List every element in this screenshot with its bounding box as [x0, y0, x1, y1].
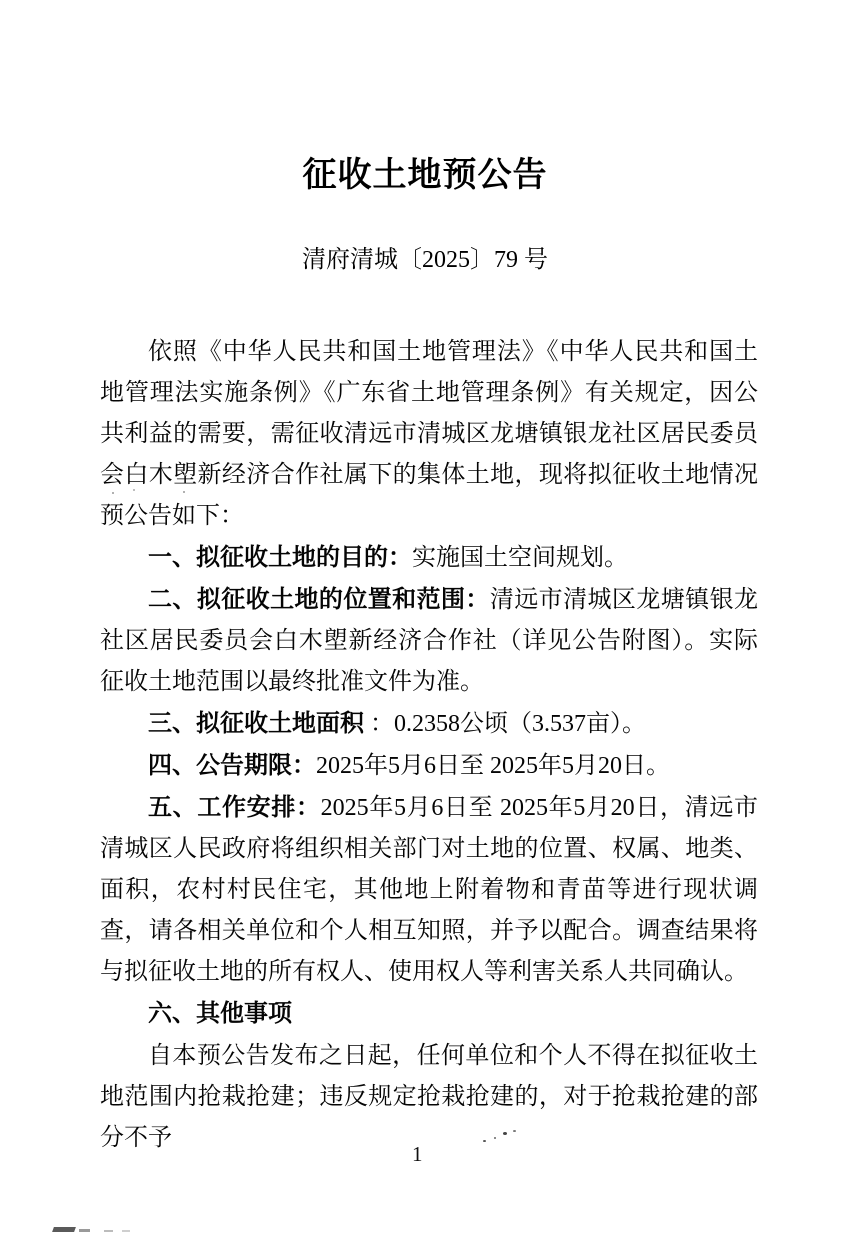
paragraph	[100, 331, 758, 537]
paragraph-text: 清远市清城区龙塘镇银龙社区居民委员会白木塱新经济合作社（详见公告附图）。实际征收土地范围以最终批准文件为准。	[100, 587, 759, 695]
paragraph-text: 依照《中华人民共和国土地管理法》《中华人民共和国土 地管理法实施条例》《广东省土地管理条例》有关规定，因公共利益的需要，需征收清远市清城区龙塘镇银龙社区居民委员会白木塱新经济合作社属下的集体土地，现将拟征收土地情况预公告如下：	[100, 339, 758, 529]
paragraph-text: 2025年5月6日至 2025年5月20日，清远市清城区人民政府将组织相关部门对土地的位置、权属、地类、面积，农村村民住宅，其他地上附着物和青苗等进行现状调查，请各相关单位和个人相互知照，并予以配合。调查结果将与拟征收土地的所有权人、使用权人等利害关系人共同确认。	[100, 795, 759, 985]
paragraph-lead: 二、拟征收土地的位置和范围：	[148, 586, 490, 613]
paragraph	[100, 787, 758, 993]
document-number: 清府清城〔2025〕79 号	[302, 247, 548, 273]
paragraph-text: 2025年5月6日至 2025年5月20日。	[316, 753, 670, 779]
scan-speckle	[483, 1140, 486, 1142]
paragraph	[100, 703, 758, 745]
paragraph-lead: 一、拟征收土地的目的：	[148, 544, 412, 571]
scan-speckle	[112, 492, 114, 494]
document-body	[100, 331, 758, 1159]
paragraph-lead: 三、拟征收土地面积	[148, 710, 364, 737]
paragraph	[100, 537, 758, 579]
page-number: 1	[412, 1142, 423, 1166]
paragraph-lead: 六、其他事项	[148, 1000, 292, 1027]
paragraph	[100, 745, 758, 787]
scan-speckle	[183, 491, 185, 493]
scan-smudge	[52, 1227, 76, 1232]
paragraph	[100, 993, 758, 1035]
scan-speckle	[133, 489, 135, 491]
scan-speckle	[494, 1137, 496, 1139]
scan-speckle	[513, 1130, 516, 1132]
paragraph	[100, 579, 758, 703]
scan-speckle	[503, 1132, 507, 1135]
paragraph-text: 自本预公告发布之日起，任何单位和个人不得在拟征收土地范围内抢栽抢建；违反规定抢栽抢建的，对于抢栽抢建的部分不予	[100, 1043, 758, 1151]
paragraph-lead: 四、公告期限：	[148, 752, 316, 779]
scan-smudge	[122, 1230, 130, 1232]
paragraph-lead: 五、工作安排：	[148, 794, 321, 821]
scan-smudge	[79, 1229, 90, 1232]
paragraph	[100, 1035, 758, 1159]
document-title: 征收土地预公告	[302, 157, 548, 194]
scan-smudge	[104, 1230, 113, 1232]
paragraph-text: 实施国土空间规划。	[412, 545, 628, 571]
paragraph-text: ：0.2358公顷（3.537亩）。	[364, 711, 646, 737]
